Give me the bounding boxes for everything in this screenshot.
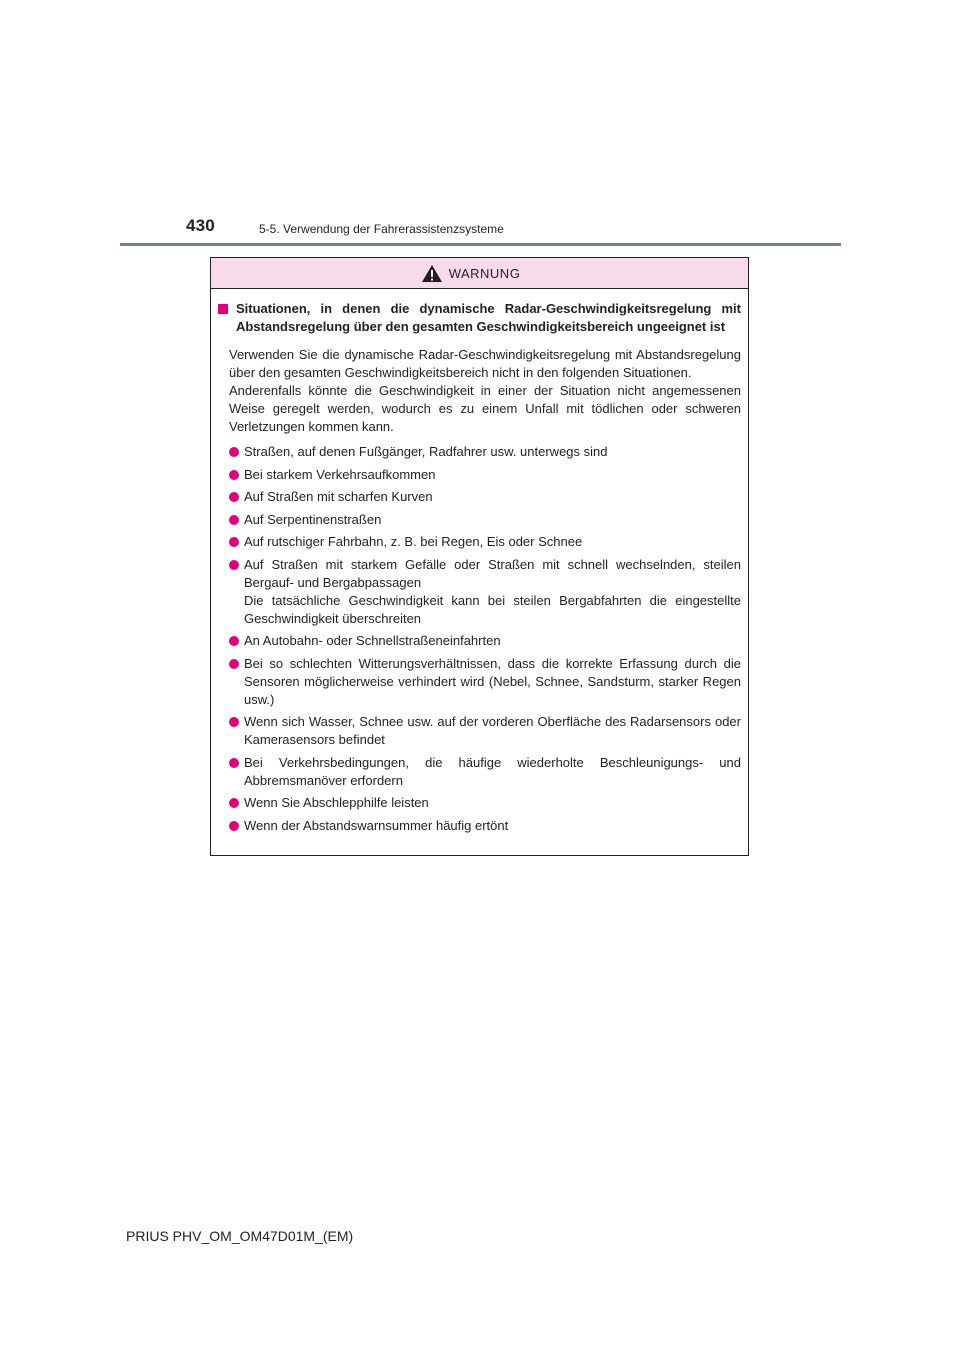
list-item — [229, 533, 741, 551]
warning-box — [210, 257, 749, 856]
document-code: PRIUS PHV_OM_OM47D01M_(EM) — [126, 1228, 354, 1244]
circle-bullet-icon — [229, 560, 239, 570]
list-item-text: An Autobahn- oder Schnellstraßeneinfahrten — [244, 633, 501, 648]
warning-intro — [218, 346, 741, 436]
intro-paragraph: Verwenden Sie die dynamische Radar-Geschwindigkeitsregelung mit Abstandsregelung über den gesamten Geschwindigkeitsbereich nicht in den folgenden Situationen. — [229, 347, 741, 380]
circle-bullet-icon — [229, 758, 239, 768]
list-item-text: Bei so schlechten Witterungsverhältnissen, dass die korrekte Erfassung durch die Sensoren möglicherweise verhindert wird (Nebel, Schnee, Sandsturm, starker Regen usw.) — [244, 655, 741, 707]
circle-bullet-icon — [229, 492, 239, 502]
list-item — [229, 511, 741, 529]
circle-bullet-icon — [229, 821, 239, 831]
circle-bullet-icon — [229, 447, 239, 457]
warning-topic-text: Situationen, in denen die dynamische Radar-Geschwindigkeitsregelung mit Abstandsregelung über den gesamten Geschwindigkeitsbereich ungeeignet ist — [236, 301, 741, 334]
list-item — [229, 655, 741, 709]
list-item-text: Bei Verkehrsbedingungen, die häufige wiederholte Beschleunigungs- und Abbremsmanöver erfordern — [244, 754, 741, 788]
list-item — [229, 754, 741, 790]
list-item-text: Bei starkem Verkehrsaufkommen — [244, 466, 436, 482]
list-item — [229, 817, 741, 835]
circle-bullet-icon — [229, 717, 239, 727]
list-item — [229, 443, 741, 461]
list-item-text: Auf rutschiger Fahrbahn, z. B. bei Regen, Eis oder Schnee — [244, 534, 583, 549]
list-item-text: Wenn sich Wasser, Schnee usw. auf der vorderen Oberfläche des Radarsensors oder Kamerasensors befindet — [244, 714, 741, 747]
list-item-text: Wenn der Abstandswarnsummer häufig ertönt — [244, 817, 509, 833]
square-bullet-icon — [218, 304, 228, 314]
list-item-text: Wenn Sie Abschlepphilfe leisten — [244, 795, 429, 810]
header-divider — [120, 243, 841, 246]
list-item-text: Auf Straßen mit starkem Gefälle oder Straßen mit schnell wechselnden, steilen Bergauf- und Bergabpassagen — [244, 556, 741, 590]
list-item — [229, 556, 741, 628]
circle-bullet-icon — [229, 515, 239, 525]
list-item-text: Auf Straßen mit scharfen Kurven — [244, 489, 433, 504]
circle-bullet-icon — [229, 798, 239, 808]
warning-header — [211, 258, 748, 289]
warning-triangle-icon — [421, 264, 443, 283]
warning-title: WARNUNG — [448, 265, 521, 281]
list-item-note: Die tatsächliche Geschwindigkeit kann bei steilen Bergabfahrten die eingestellte Geschwindigkeit überschreiten — [244, 592, 741, 626]
list-item — [229, 466, 741, 484]
section-title: 5-5. Verwendung der Fahrerassistenzsysteme — [259, 222, 504, 236]
list-item — [229, 488, 741, 506]
circle-bullet-icon — [229, 537, 239, 547]
list-item — [229, 632, 741, 650]
list-item-text: Auf Serpentinenstraßen — [244, 511, 382, 527]
warning-body — [211, 289, 748, 835]
circle-bullet-icon — [229, 659, 239, 669]
situation-list — [218, 443, 741, 835]
page-number: 430 — [186, 216, 215, 235]
list-item-text: Straßen, auf denen Fußgänger, Radfahrer usw. unterwegs sind — [244, 444, 608, 459]
list-item — [229, 713, 741, 749]
circle-bullet-icon — [229, 636, 239, 646]
circle-bullet-icon — [229, 470, 239, 480]
warning-topic — [218, 300, 741, 336]
list-item — [229, 794, 741, 812]
intro-paragraph: Anderenfalls könnte die Geschwindigkeit in einer der Situation nicht angemessenen Weise geregelt werden, wodurch es zu einem Unfall mit tödlichen oder schweren Verletzungen kommen kann. — [229, 383, 741, 434]
